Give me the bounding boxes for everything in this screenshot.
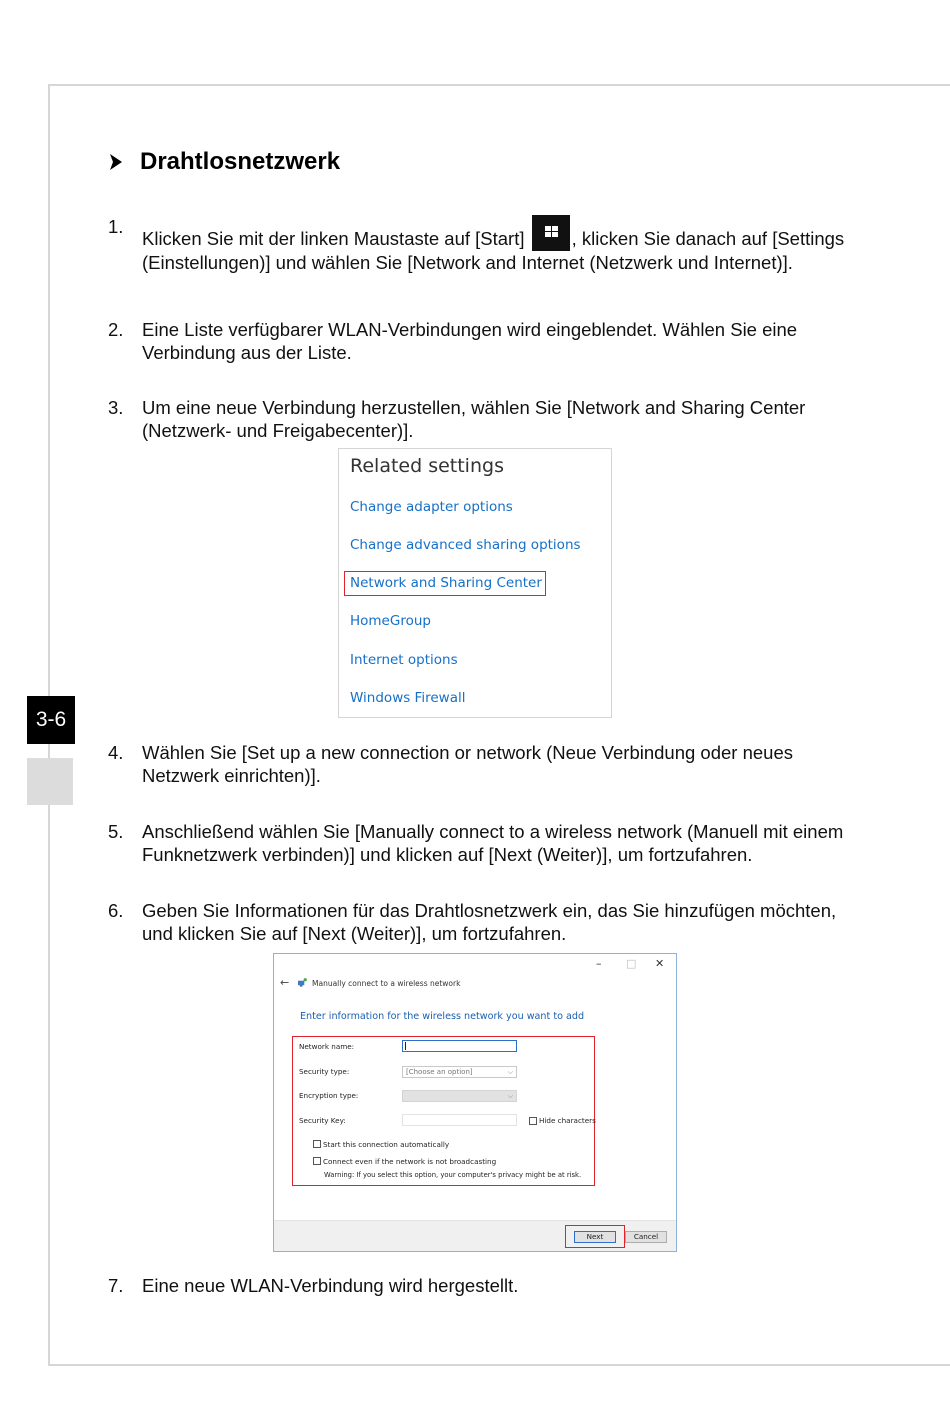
related-settings-panel xyxy=(338,448,612,718)
page-number: 3-6 xyxy=(35,708,67,731)
hide-characters-label: Hide characters xyxy=(539,1116,596,1125)
link-homegroup[interactable]: HomeGroup xyxy=(350,613,431,629)
hide-characters-checkbox[interactable] xyxy=(529,1117,537,1125)
privacy-warning: Warning: If you select this option, your computer's privacy might be at risk. xyxy=(324,1171,582,1179)
close-button[interactable]: ✕ xyxy=(655,957,665,970)
maximize-button[interactable]: □ xyxy=(626,957,637,970)
page-tab-gray-block xyxy=(27,758,73,805)
step-number: 7. xyxy=(108,1275,124,1296)
dialog-heading: Enter information for the wireless network you want to add xyxy=(300,1011,585,1022)
manual-connect-dialog xyxy=(273,953,677,1252)
security-type-select[interactable] xyxy=(402,1066,517,1078)
step-number: 2. xyxy=(108,319,124,340)
link-change-advanced-sharing-options[interactable]: Change advanced sharing options xyxy=(350,537,581,553)
wireless-network-icon xyxy=(298,978,307,987)
link-change-adapter-options[interactable]: Change adapter options xyxy=(350,499,513,515)
cancel-button[interactable]: Cancel xyxy=(625,1231,667,1243)
connect-not-broadcasting-checkbox[interactable] xyxy=(313,1157,321,1165)
step-text: Geben Sie Informationen für das Drahtlosnetzwerk ein, das Sie hinzufügen möchten, und klicken Sie auf [Next (Weiter)], um fortzufahren. xyxy=(142,900,837,944)
section-title: Drahtlosnetzwerk xyxy=(140,148,341,175)
start-automatically-checkbox[interactable] xyxy=(313,1140,321,1148)
step-text: Um eine neue Verbindung herzustellen, wählen Sie [Network and Sharing Center (Netzwerk- und Freigabecenter)]. xyxy=(142,397,806,441)
start-automatically-label: Start this connection automatically xyxy=(323,1140,450,1149)
step-text: Eine neue WLAN-Verbindung wird hergestellt. xyxy=(142,1275,519,1296)
security-key-label: Security Key: xyxy=(299,1116,346,1125)
step-text-part: Klicken Sie mit der linken Maustaste auf [Start] xyxy=(142,228,525,249)
step-text: Anschließend wählen Sie [Manually connect to a wireless network (Manuell mit einem Funknetzwerk verbinden)] und klicken auf [Next (Weiter)], um fortzufahren. xyxy=(142,821,844,865)
text-caret xyxy=(405,1042,406,1050)
link-internet-options[interactable]: Internet options xyxy=(350,652,458,668)
connect-not-broadcasting-label: Connect even if the network is not broadcasting xyxy=(323,1157,497,1166)
network-name-input[interactable] xyxy=(402,1040,517,1052)
related-settings-title: Related settings xyxy=(350,455,504,477)
section-heading xyxy=(108,148,340,176)
next-button[interactable]: Next xyxy=(574,1231,616,1243)
step-number: 6. xyxy=(108,900,124,921)
minimize-button[interactable]: – xyxy=(596,957,602,970)
chevron-down-icon: ⌵ xyxy=(507,1092,513,1100)
windows-start-icon xyxy=(532,215,570,251)
step-number: 5. xyxy=(108,821,124,842)
step-text xyxy=(142,215,852,274)
link-network-and-sharing-center[interactable]: Network and Sharing Center xyxy=(350,575,542,591)
step-text-part: , klicken Sie danach auf [Settings (Einstellungen)] und wählen Sie [Network and Internet (Netzwerk und Internet)]. xyxy=(142,228,845,273)
network-name-label: Network name: xyxy=(299,1042,355,1051)
chevron-down-icon: ⌵ xyxy=(507,1068,513,1076)
step-number: 1. xyxy=(108,216,124,237)
highlight-box xyxy=(344,571,546,596)
security-type-label: Security type: xyxy=(299,1067,350,1076)
security-type-value: [Choose an option] xyxy=(406,1068,473,1076)
security-key-input[interactable] xyxy=(402,1114,517,1126)
step-text: Wählen Sie [Set up a new connection or network (Neue Verbindung oder neues Netzwerk einrichten)]. xyxy=(142,742,793,786)
link-windows-firewall[interactable]: Windows Firewall xyxy=(350,690,466,706)
page-number-tab xyxy=(27,696,75,744)
chevron-right-icon xyxy=(108,153,124,171)
encryption-type-label: Encryption type: xyxy=(299,1091,359,1100)
step-number: 4. xyxy=(108,742,124,763)
step-text: Eine Liste verfügbarer WLAN-Verbindungen wird eingeblendet. Wählen Sie eine Verbindung aus der Liste. xyxy=(142,319,798,363)
back-arrow-icon[interactable]: ← xyxy=(280,976,290,989)
encryption-type-select[interactable] xyxy=(402,1090,517,1102)
dialog-title: Manually connect to a wireless network xyxy=(312,979,461,988)
step-number: 3. xyxy=(108,397,124,418)
